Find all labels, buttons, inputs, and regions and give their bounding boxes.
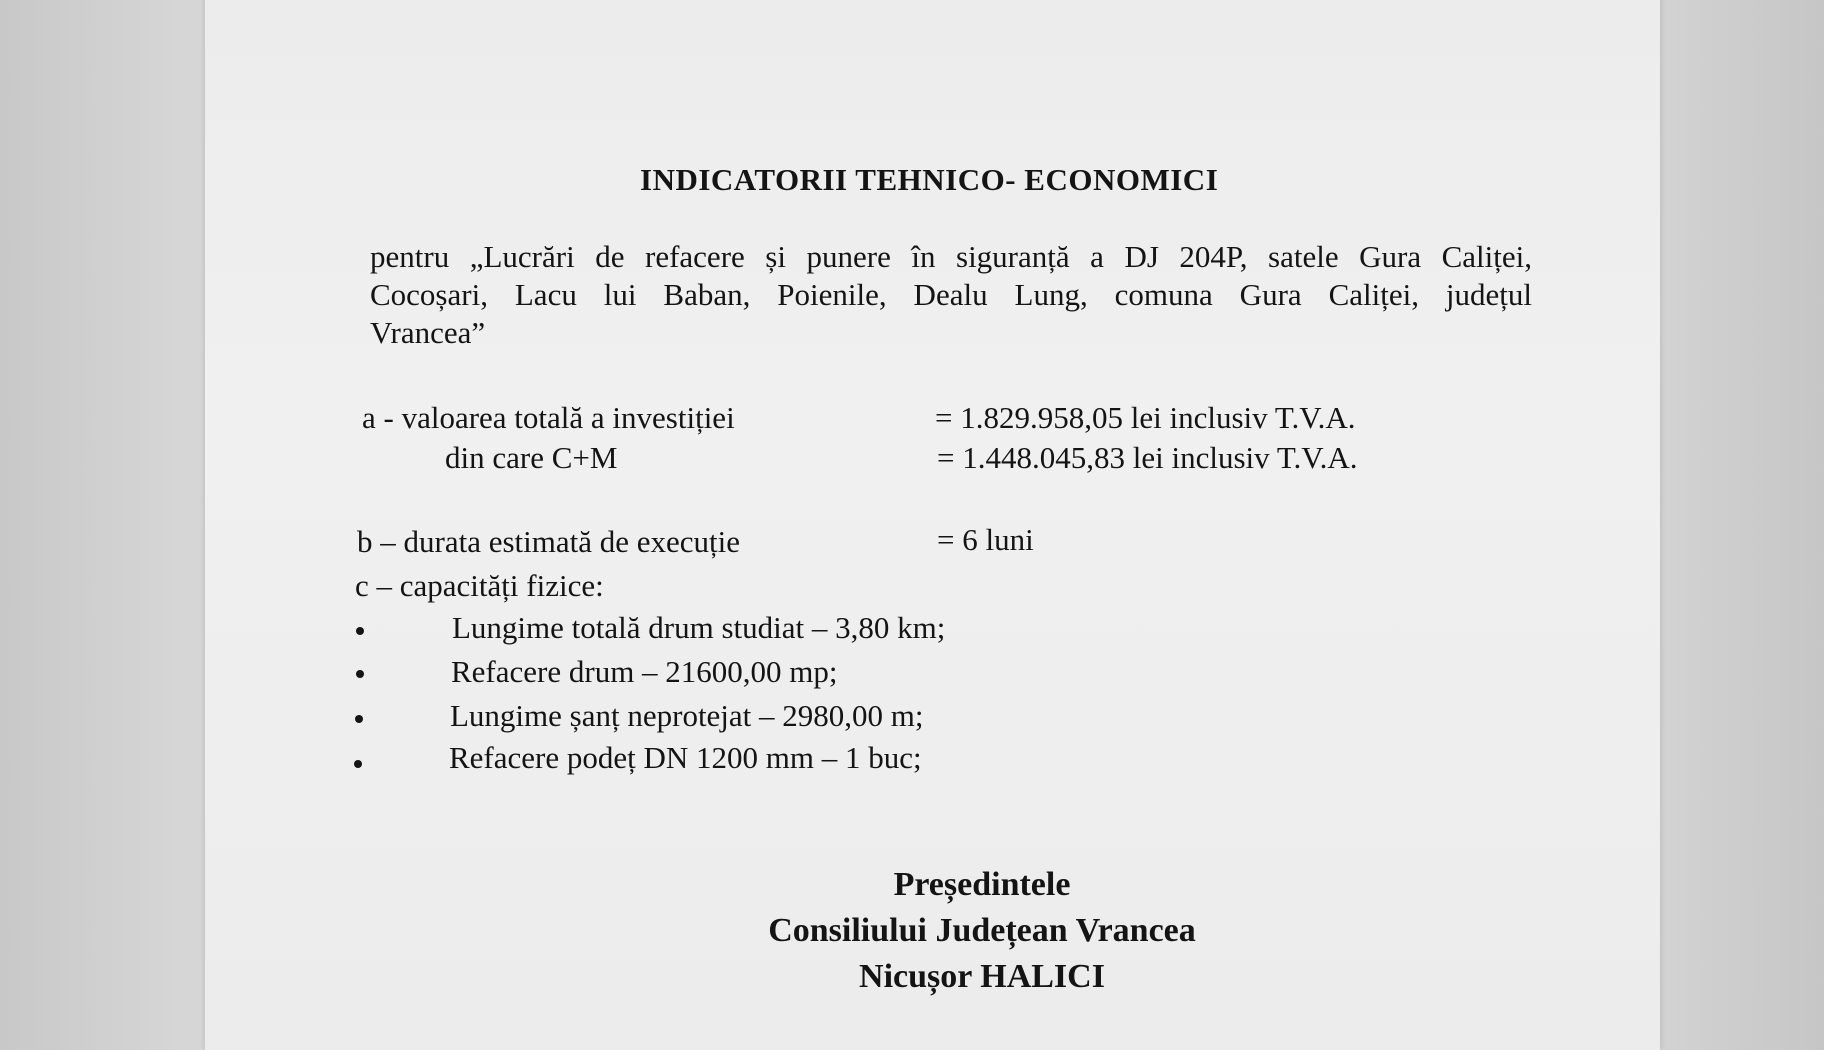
intro-line-1: pentru „Lucrări de refacere și punere în siguranță a DJ 204P, satele Gura Caliței, [370, 239, 1532, 274]
signature-institution: Consiliului Județean Vrancea [768, 912, 1196, 949]
investment-cm-label: din care C+M [445, 440, 618, 475]
bullet-icon [355, 715, 363, 723]
signature-name: Nicușor HALICI [859, 958, 1105, 995]
document-title: INDICATORII TEHNICO- ECONOMICI [640, 162, 1219, 197]
intro-paragraph [370, 238, 1532, 352]
capacity-item-4: Refacere podeț DN 1200 mm – 1 buc; [449, 740, 922, 775]
intro-line-2: Cocoșari, Lacu lui Baban, Poienile, Dealu Lung, comuna Gura Caliței, județul [370, 277, 1532, 312]
capacities-label: c – capacități fizice: [355, 568, 604, 603]
investment-total-value: = 1.829.958,05 lei inclusiv T.V.A. [935, 400, 1356, 435]
duration-label: b – durata estimată de execuție [357, 524, 741, 559]
bullet-icon [356, 670, 364, 678]
bullet-icon [356, 627, 364, 635]
signature-title: Președintele [893, 866, 1071, 903]
bullet-icon [354, 760, 362, 768]
investment-cm-value: = 1.448.045,83 lei inclusiv T.V.A. [937, 440, 1358, 475]
duration-value: = 6 luni [937, 522, 1034, 557]
capacity-item-1: Lungime totală drum studiat – 3,80 km; [452, 610, 946, 645]
investment-total-label: a - valoarea totală a investiției [362, 400, 735, 435]
capacity-item-2: Refacere drum – 21600,00 mp; [451, 654, 838, 689]
intro-line-3: Vrancea” [370, 315, 486, 350]
capacity-item-3: Lungime șanț neprotejat – 2980,00 m; [450, 698, 924, 733]
